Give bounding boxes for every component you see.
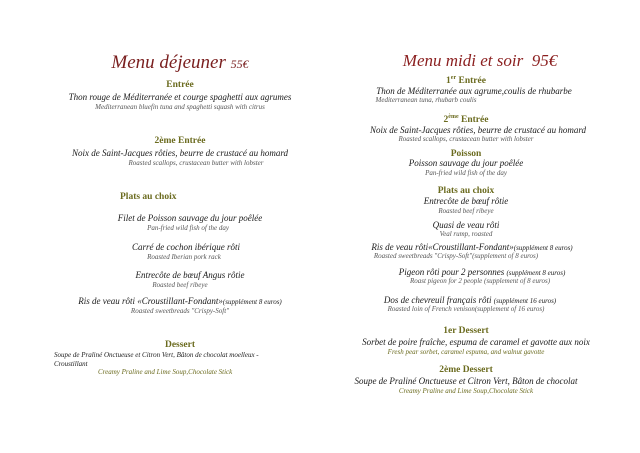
dinner-dessert2-fr: Soupe de Praliné Onctueuse et Citron Vert, Bâton de chocolat	[354, 376, 578, 386]
dinner-main-4-note: (supplément 8 euros)	[506, 269, 566, 277]
dinner-mains-heading: Plats au choix	[437, 186, 495, 196]
dinner-fish-heading: Poisson	[450, 149, 482, 159]
dinner-main-2-en: Veal rump, roasted	[439, 230, 493, 238]
dinner-entree1-num: 1	[446, 76, 451, 87]
lunch-entree2-en: Roasted scallops, crustacean butter with lobster	[128, 159, 264, 167]
dinner-dessert1-en: Fresh pear sorbet, caramel espuma, and walnut gavotte	[387, 348, 545, 356]
dinner-main-5-note: (supplément 16 euros)	[493, 297, 557, 305]
dinner-entree2-sup: ème	[448, 114, 459, 120]
lunch-entree2-heading: 2ème Entrée	[154, 136, 206, 146]
lunch-main-1-fr: Filet de Poisson sauvage du jour poêlée	[117, 213, 263, 223]
dinner-dessert1-fr: Sorbet de poire fraîche, espuma de caramel et gavotte aux noix	[362, 337, 590, 347]
dinner-main-1-en: Roasted beef ribeye	[438, 207, 494, 215]
lunch-main-4-en: Roasted sweetbreads "Crispy-Soft"	[130, 307, 230, 315]
dinner-title	[403, 51, 557, 71]
lunch-entree-en: Mediterranean bluefin tuna and spaghetti squash with citrus	[95, 103, 265, 111]
dinner-main-5-fr	[384, 295, 556, 305]
lunch-dessert-fr-2: Croustillant	[54, 360, 88, 368]
dinner-fish-fr: Poisson sauvage du jour poêlée	[408, 158, 524, 168]
dinner-dessert1-heading: 1er Dessert	[443, 326, 489, 336]
dinner-entree1-en: Mediterranean tuna, rhubarb coulis	[375, 96, 477, 104]
lunch-dessert-heading: Dessert	[164, 340, 196, 350]
lunch-main-3-en: Roasted beef ribeye	[152, 281, 208, 289]
dinner-main-3-fr	[371, 242, 572, 252]
dinner-main-3-note: (supplément 8 euros)	[513, 244, 573, 252]
dinner-main-2-fr: Quasi de veau rôti	[432, 220, 500, 230]
lunch-main-4-note: (supplément 8 euros)	[222, 298, 282, 306]
lunch-mains-heading: Plats au choix	[120, 192, 177, 202]
lunch-main-2-en: Roasted Iberian pork rack	[147, 253, 221, 261]
lunch-entree2-fr: Noix de Saint-Jacques rôties, beurre de crustacé au homard	[71, 148, 289, 158]
lunch-main-1-en: Pan-fried wild fish of the day	[147, 224, 229, 232]
lunch-main-4-fr	[78, 296, 282, 306]
dinner-main-4-fr	[399, 267, 566, 277]
dinner-entree2-word: Entrée	[461, 115, 489, 126]
dinner-main-4-fr-text: Pigeon rôti pour 2 personnes	[398, 267, 505, 277]
lunch-main-2-fr: Carré de cochon ibérique rôti	[132, 242, 240, 252]
dinner-main-3-fr-text: Ris de veau rôti«Croustillant-Fondant»	[371, 242, 514, 252]
dinner-main-1-fr: Entrecôte de bœuf rôtie	[423, 196, 509, 206]
dinner-price: 95€	[531, 51, 558, 70]
dinner-entree1-sup: er	[450, 75, 457, 81]
dinner-fish-en: Pan-fried wild fish of the day	[425, 169, 507, 177]
dinner-dessert2-heading: 2ème Dessert	[439, 365, 493, 375]
dinner-dessert2-en: Creamy Praline and Lime Soup,Chocolate Stick	[398, 387, 534, 395]
dinner-title-text: Menu midi et soir	[402, 51, 524, 70]
dinner-entree2-num: 2	[443, 115, 449, 126]
lunch-title-text: Menu déjeuner	[111, 52, 226, 73]
dinner-entree2-en: Roasted scallops, crustacean butter with lobster	[398, 135, 534, 143]
dinner-main-4-en: Roast pigeon for 2 people (supplement of 8 euros)	[409, 277, 551, 285]
dinner-entree1-word: Entrée	[458, 76, 486, 87]
dinner-entree2-fr: Noix de Saint-Jacques rôties, beurre de crustacé au homard	[369, 125, 587, 135]
lunch-price: 55€	[230, 57, 249, 71]
lunch-entree-heading: Entrée	[166, 80, 194, 90]
lunch-dessert-en: Creamy Praline and Lime Soup,Chocolate Stick	[98, 368, 233, 376]
dinner-main-5-en: Roasted loin of French venison(supplement of 16 euros)	[387, 305, 545, 313]
lunch-main-3-fr: Entrecôte de bœuf Angus rôtie	[135, 270, 245, 280]
lunch-main-4-fr-text: Ris de veau rôti «Croustillant-Fondant»	[78, 296, 223, 306]
dinner-main-5-fr-text: Dos de chevreuil français rôti	[383, 295, 492, 305]
dinner-entree1-fr: Thon de Méditerranée aux agrume,coulis de rhubarbe	[376, 86, 572, 96]
lunch-entree-fr: Thon rouge de Méditerranée et courge spaghetti aux agrumes	[68, 92, 292, 102]
lunch-title	[111, 52, 248, 74]
lunch-dessert-fr-1: Soupe de Praliné Onctueuse et Citron Vert, Bâton de chocolat moelleux -	[54, 351, 259, 359]
dinner-main-3-en: Roasted sweetbreads "Crispy-Soft"(supplement of 8 euros)	[373, 252, 539, 260]
